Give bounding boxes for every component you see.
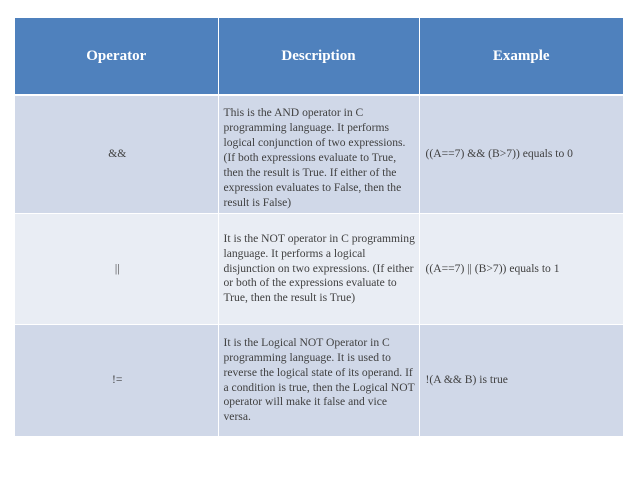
header-example: Example	[419, 18, 623, 95]
description-text: It is the NOT operator in C programming language. It performs a logical disjunction on two expressions. (If either or both of the expressions evaluate to True, then the result is True)	[223, 231, 415, 305]
example-cell: !(A && B) is true	[419, 325, 623, 437]
example-cell: ((A==7) || (B>7)) equals to 1	[419, 214, 623, 325]
header-operator: Operator	[15, 18, 218, 95]
description-text: It is the Logical NOT Operator in C programming language. It is used to reverse the logical state of its operand. If a condition is true, then the Logical NOT operator will make it false and vice versa.	[223, 335, 415, 424]
example-cell: ((A==7) && (B>7)) equals to 0	[419, 95, 623, 214]
header-description: Description	[218, 18, 419, 95]
table-row	[15, 325, 623, 437]
table-header-row	[15, 18, 623, 95]
description-cell	[218, 95, 419, 214]
operator-cell: &&	[15, 95, 218, 214]
description-cell	[218, 214, 419, 325]
description-text: This is the AND operator in C programming language. It performs logical conjunction of two expressions. (If both expressions evaluate to True, then the result is True. If either of the expression evaluates to False, then the result is False)	[223, 106, 406, 209]
description-cell	[218, 325, 419, 437]
operator-cell: !=	[15, 325, 218, 437]
operators-table	[15, 18, 623, 436]
operator-cell: ||	[15, 214, 218, 325]
table-row	[15, 214, 623, 325]
table-row	[15, 95, 623, 214]
